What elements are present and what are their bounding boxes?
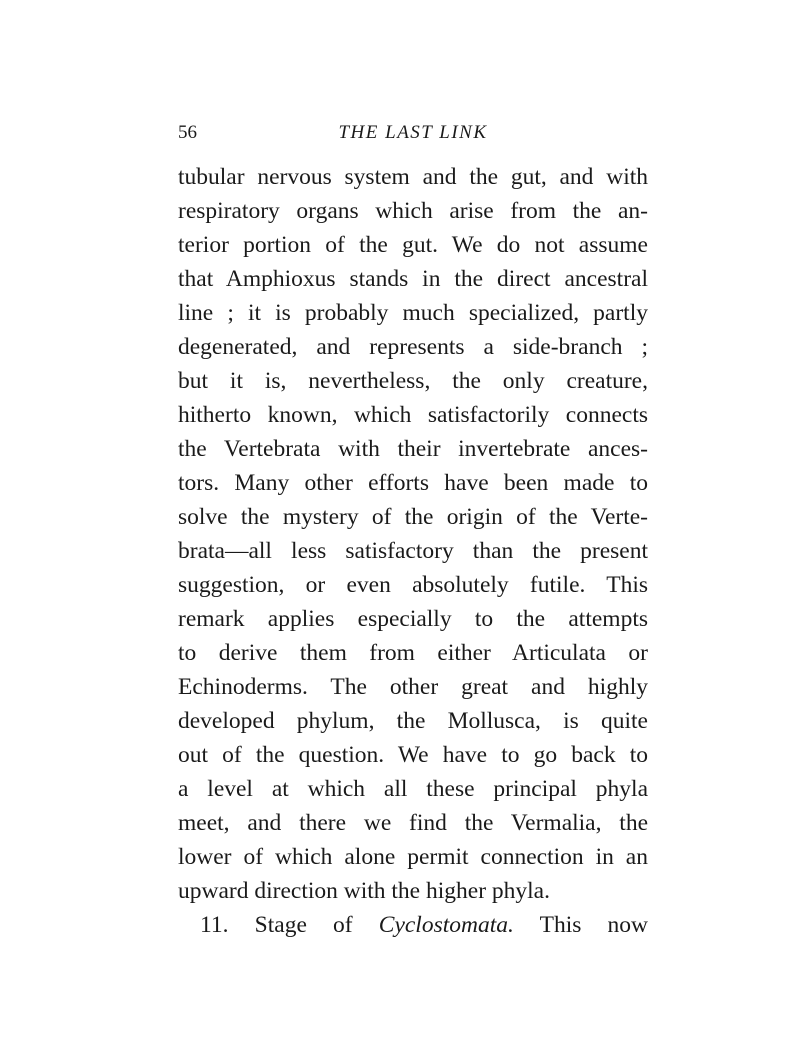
text-line: hitherto known, which satisfactorily connects — [178, 402, 648, 428]
text-line: that Amphioxus stands in the direct ancestral — [178, 266, 648, 292]
text-line: brata—all less satisfactory than the present — [178, 538, 648, 564]
body-text — [178, 160, 648, 942]
page-header — [178, 122, 648, 152]
text-line: suggestion, or even absolutely futile. This — [178, 572, 648, 598]
text-line: to derive them from either Articulata or — [178, 640, 648, 666]
section-label: Stage of — [254, 912, 353, 938]
running-head: THE LAST LINK — [338, 122, 488, 143]
text-line: upward direction with the higher phyla. — [178, 878, 550, 904]
text-line: tors. Many other efforts have been made to — [178, 470, 648, 496]
text-line: meet, and there we find the Vermalia, the — [178, 810, 648, 836]
text-line: terior portion of the gut. We do not assume — [178, 232, 648, 258]
text-line: solve the mystery of the origin of the Verte- — [178, 504, 648, 530]
text-line: out of the question. We have to go back to — [178, 742, 648, 768]
text-line: tubular nervous system and the gut, and with — [178, 164, 648, 190]
section-title: Cyclostomata. — [378, 912, 514, 938]
text-line: the Vertebrata with their invertebrate ances- — [178, 436, 648, 462]
text-line: remark applies especially to the attempts — [178, 606, 648, 632]
page-number: 56 — [178, 122, 197, 143]
section-number: 11. — [200, 912, 229, 938]
text-line: line ; it is probably much specialized, partly — [178, 300, 648, 326]
section-continuation: This now — [539, 912, 649, 938]
text-line: degenerated, and represents a side-branch ; — [178, 334, 648, 360]
text-line: respiratory organs which arise from the an- — [178, 198, 648, 224]
text-line: a level at which all these principal phyla — [178, 776, 648, 802]
text-line: Echinoderms. The other great and highly — [178, 674, 648, 700]
text-line: lower of which alone permit connection in an — [178, 844, 648, 870]
text-line: developed phylum, the Mollusca, is quite — [178, 708, 648, 734]
section-heading-line — [178, 908, 648, 942]
text-line: but it is, nevertheless, the only creature, — [178, 368, 648, 394]
